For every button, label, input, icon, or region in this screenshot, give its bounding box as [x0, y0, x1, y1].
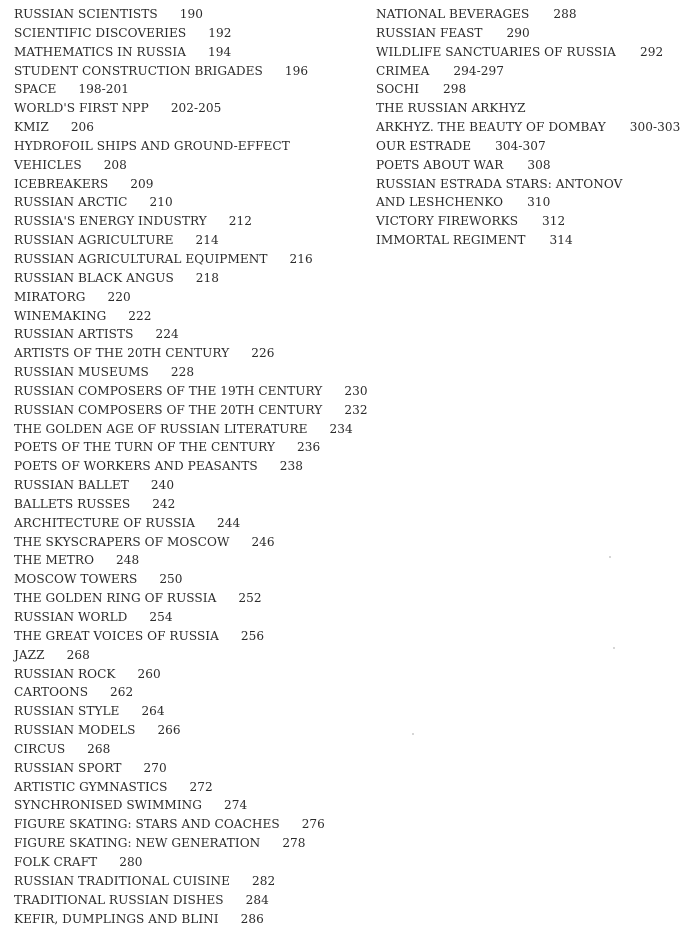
- toc-entry-page-number: 254: [149, 610, 173, 624]
- toc-entry-title: NATIONAL BEVERAGES: [376, 7, 530, 21]
- toc-entry: [14, 551, 364, 570]
- toc-entry-title: THE RUSSIAN ARKHYZ: [376, 101, 526, 116]
- toc-entry-page-number: 206: [70, 120, 95, 135]
- toc-entry-title: KMIZ: [14, 120, 49, 135]
- toc-entry-page-number: 230: [344, 383, 368, 398]
- toc-entry-title: RUSSIAN ROCK: [14, 666, 116, 681]
- toc-entry-page-number: 300-303: [629, 120, 680, 135]
- toc-entry: [14, 495, 364, 514]
- toc-entry-title: WILDLIFE SANCTUARIES OF RUSSIA: [376, 44, 616, 59]
- toc-entry: [376, 137, 666, 156]
- toc-entry: [376, 193, 666, 212]
- toc-entry: [14, 721, 364, 740]
- toc-entry-page-number: 198-201: [78, 82, 129, 97]
- toc-entry-title: RUSSIAN COMPOSERS OF THE 20TH CENTURY: [14, 402, 323, 417]
- toc-entry-page-number: 244: [217, 515, 241, 530]
- toc-entry-title: RUSSIA'S ENERGY INDUSTRY: [14, 214, 207, 229]
- toc-entry-page-number: 284: [245, 892, 269, 907]
- toc-entry-page-number: 216: [289, 251, 313, 266]
- toc-entry-page-number: 268: [87, 741, 111, 756]
- toc-entry-page-number: 210: [149, 195, 173, 210]
- toc-entry: [14, 118, 364, 137]
- toc-entry-page-number: 286: [240, 911, 264, 926]
- toc-entry: [14, 401, 368, 420]
- toc-entry-title: RUSSIAN SPORT: [14, 760, 122, 775]
- toc-entry: [376, 62, 666, 81]
- toc-entry-title: RUSSIAN ARCTIC: [14, 195, 128, 210]
- toc-entry-title: FOLK CRAFT: [14, 854, 98, 869]
- toc-entry-title: POETS OF THE TURN OF THE CENTURY: [14, 440, 275, 455]
- toc-entry: [14, 589, 364, 608]
- toc-entry-page-number: 312: [542, 214, 566, 229]
- toc-entry: [14, 834, 364, 853]
- toc-entry-page-number: 260: [137, 666, 161, 681]
- toc-entry-title: SCIENTIFIC DISCOVERIES: [14, 25, 187, 40]
- toc-entry: [14, 476, 364, 495]
- toc-entry: [14, 608, 364, 627]
- toc-entry-page-number: 212: [228, 214, 252, 229]
- toc-entry: [14, 533, 364, 552]
- toc-entry-title: FIGURE SKATING: STARS AND COACHES: [14, 817, 280, 832]
- toc-entry: [14, 269, 364, 288]
- toc-entry: [14, 363, 364, 382]
- toc-entry: [14, 420, 364, 439]
- toc-entry-page-number: 238: [279, 459, 303, 474]
- toc-entry-title: OUR ESTRADE: [376, 138, 472, 153]
- toc-entry: [14, 43, 364, 62]
- toc-entry-page-number: 192: [208, 25, 232, 40]
- toc-entry-title: CIRCUS: [14, 741, 66, 756]
- toc-entry-title: FIGURE SKATING: NEW GENERATION: [14, 836, 261, 851]
- toc-entry-title: ARCHITECTURE OF RUSSIA: [14, 515, 196, 530]
- toc-entry-page-number: 202-205: [170, 101, 222, 116]
- toc-entry: [14, 646, 364, 665]
- toc-entry-page-number: 236: [296, 440, 321, 455]
- toc-entry: [14, 80, 364, 99]
- toc-entry-page-number: 262: [110, 685, 134, 700]
- toc-entry-title: CRIMEA: [376, 63, 430, 78]
- toc-entry-title: RUSSIAN MUSEUMS: [14, 365, 149, 380]
- toc-entry-title: THE METRO: [14, 553, 95, 568]
- toc-entry: [14, 740, 364, 759]
- toc-entry-title: RUSSIAN BALLET: [14, 478, 129, 493]
- toc-entry-page-number: 304-307: [495, 138, 546, 153]
- toc-entry-page-number: 209: [130, 176, 154, 191]
- toc-left-column: [14, 5, 368, 928]
- toc-entry: [14, 872, 364, 891]
- toc-entry-title: RUSSIAN WORLD: [14, 610, 128, 624]
- toc-entry-title: BALLETS RUSSES: [14, 496, 131, 511]
- toc-entry-page-number: 264: [141, 704, 165, 719]
- toc-entry: [14, 778, 364, 797]
- toc-entry: [14, 231, 364, 250]
- toc-entry-title: ARTISTIC GYMNASTICS: [14, 779, 168, 794]
- toc-entry-page-number: 274: [224, 798, 248, 813]
- toc-entry-title: HYDROFOIL SHIPS AND GROUND-EFFECT: [14, 138, 290, 153]
- toc-entry-page-number: 218: [195, 270, 220, 285]
- toc-entry-title: AND LESHCHENKO: [376, 195, 504, 210]
- toc-entry-page-number: 222: [128, 308, 152, 323]
- toc-entry-title: RUSSIAN FEAST: [376, 25, 483, 40]
- toc-entry: [14, 5, 364, 24]
- toc-entry-page-number: 308: [527, 157, 551, 172]
- toc-entry-page-number: 310: [527, 195, 551, 210]
- toc-entry: [376, 5, 666, 24]
- toc-entry-title: THE GOLDEN RING OF RUSSIA: [14, 591, 217, 606]
- toc-entry: [14, 325, 364, 344]
- toc-entry: [376, 212, 666, 231]
- toc-entry-title: RUSSIAN ARTISTS: [14, 327, 134, 342]
- toc-entry-page-number: 232: [344, 402, 368, 417]
- scan-speck: [609, 556, 611, 558]
- toc-entry: [14, 796, 364, 815]
- toc-entry: [14, 702, 364, 721]
- toc-entry-title: TRADITIONAL RUSSIAN DISHES: [14, 892, 224, 907]
- toc-entry-page-number: 194: [208, 44, 232, 59]
- toc-entry-title: RUSSIAN ESTRADA STARS: ANTONOV: [376, 176, 623, 191]
- toc-entry: [14, 815, 364, 834]
- toc-entry-title: MOSCOW TOWERS: [14, 572, 138, 587]
- toc-entry-page-number: 196: [284, 63, 309, 78]
- toc-entry-title: KEFIR, DUMPLINGS AND BLINI: [14, 911, 219, 926]
- toc-entry: [376, 231, 666, 250]
- toc-entry: [14, 683, 364, 702]
- toc-entry-title: POETS OF WORKERS AND PEASANTS: [14, 459, 258, 474]
- toc-entry-title: MIRATORG: [14, 289, 86, 304]
- toc-entry: [14, 99, 364, 118]
- toc-entry-page-number: 240: [150, 478, 175, 493]
- toc-entry-page-number: 278: [282, 836, 306, 851]
- toc-entry-title: ARKHYZ. THE BEAUTY OF DOMBAY: [376, 120, 606, 135]
- toc-entry-page-number: 292: [639, 44, 664, 59]
- toc-entry: [14, 514, 364, 533]
- toc-entry-page-number: 268: [66, 647, 90, 662]
- toc-entry-title: VICTORY FIREWORKS: [376, 214, 519, 229]
- toc-entry: [14, 438, 364, 457]
- toc-entry-page-number: 214: [195, 233, 219, 248]
- toc-entry: [14, 627, 364, 646]
- toc-entry-title: CARTOONS: [14, 685, 89, 700]
- toc-entry: [14, 24, 364, 43]
- toc-entry-title: RUSSIAN BLACK ANGUS: [14, 270, 174, 285]
- toc-entry-page-number: 220: [107, 289, 131, 304]
- toc-entry-page-number: 288: [553, 7, 577, 21]
- toc-entry: [14, 288, 364, 307]
- toc-entry: [376, 43, 666, 62]
- toc-entry-title: THE GOLDEN AGE OF RUSSIAN LITERATURE: [14, 421, 308, 436]
- toc-entry: [14, 175, 364, 194]
- toc-entry-title: RUSSIAN AGRICULTURE: [14, 233, 174, 248]
- toc-entry-title: VEHICLES: [14, 157, 82, 172]
- toc-entry-page-number: 246: [251, 534, 275, 549]
- toc-entry: [14, 137, 364, 156]
- toc-entry-page-number: 298: [443, 82, 467, 97]
- toc-entry: [14, 759, 364, 778]
- toc-entry: [376, 118, 680, 137]
- toc-entry-title: ARTISTS OF THE 20TH CENTURY: [14, 346, 230, 361]
- toc-entry-page-number: 252: [238, 591, 262, 606]
- toc-entry: [14, 62, 364, 81]
- toc-entry-page-number: 234: [329, 421, 353, 436]
- toc-entry-title: MATHEMATICS IN RUSSIA: [14, 44, 186, 59]
- toc-entry: [376, 175, 666, 194]
- toc-entry: [14, 307, 364, 326]
- scan-speck: [412, 733, 414, 735]
- toc-right-column: [376, 5, 680, 250]
- toc-entry: [14, 344, 364, 363]
- toc-entry-title: RUSSIAN MODELS: [14, 723, 136, 738]
- toc-entry-page-number: 272: [189, 779, 213, 794]
- toc-entry-title: THE GREAT VOICES OF RUSSIA: [14, 628, 219, 643]
- toc-entry-page-number: 224: [155, 327, 179, 342]
- toc-entry: [14, 193, 364, 212]
- toc-entry-title: POETS ABOUT WAR: [376, 157, 504, 172]
- toc-entry-page-number: 290: [506, 25, 530, 40]
- toc-entry-page-number: 276: [301, 817, 325, 832]
- toc-entry: [14, 457, 364, 476]
- toc-entry-title: SYNCHRONISED SWIMMING: [14, 798, 203, 813]
- toc-entry-title: WORLD'S FIRST NPP: [14, 101, 149, 116]
- toc-entry-title: SOCHI: [376, 82, 420, 97]
- toc-entry-title: RUSSIAN COMPOSERS OF THE 19TH CENTURY: [14, 383, 323, 398]
- toc-entry: [14, 665, 364, 684]
- toc-entry: [14, 910, 364, 929]
- toc-entry-page-number: 242: [152, 496, 176, 511]
- toc-entry-page-number: 250: [159, 572, 183, 587]
- toc-entry-page-number: 190: [179, 7, 203, 21]
- toc-entry: [14, 382, 368, 401]
- toc-entry-page-number: 226: [251, 346, 275, 361]
- toc-entry-page-number: 266: [157, 723, 181, 738]
- toc-entry-title: RUSSIAN AGRICULTURAL EQUIPMENT: [14, 251, 268, 266]
- toc-entry-title: RUSSIAN SCIENTISTS: [14, 7, 158, 21]
- toc-entry: [14, 853, 364, 872]
- toc-entry-title: THE SKYSCRAPERS OF MOSCOW: [14, 534, 230, 549]
- scan-speck: [613, 647, 615, 649]
- toc-entry: [376, 80, 666, 99]
- toc-entry-title: JAZZ: [14, 647, 45, 662]
- toc-entry-page-number: 248: [116, 553, 140, 568]
- toc-entry-title: ICEBREAKERS: [14, 176, 109, 191]
- toc-entry: [14, 156, 364, 175]
- toc-entry: [376, 156, 666, 175]
- toc-entry-title: IMMORTAL REGIMENT: [376, 233, 526, 248]
- toc-entry-page-number: 294-297: [453, 63, 504, 78]
- toc-entry-page-number: 270: [143, 760, 167, 775]
- toc-entry-title: RUSSIAN STYLE: [14, 704, 120, 719]
- toc-entry-page-number: 228: [170, 365, 195, 380]
- toc-entry: [14, 212, 364, 231]
- toc-entry-title: WINEMAKING: [14, 308, 107, 323]
- toc-entry-page-number: 314: [549, 233, 573, 248]
- toc-entry: [14, 250, 364, 269]
- toc-entry-page-number: 208: [103, 157, 127, 172]
- toc-entry-page-number: 282: [251, 873, 276, 888]
- toc-entry-page-number: 280: [119, 854, 143, 869]
- toc-entry: [14, 891, 364, 910]
- toc-entry-page-number: 256: [240, 628, 265, 643]
- toc-entry: [376, 99, 666, 118]
- toc-entry: [14, 570, 364, 589]
- toc-entry-title: STUDENT CONSTRUCTION BRIGADES: [14, 63, 263, 78]
- toc-entry-title: RUSSIAN TRADITIONAL CUISINE: [14, 873, 230, 888]
- toc-entry: [376, 24, 666, 43]
- toc-entry-title: SPACE: [14, 82, 57, 97]
